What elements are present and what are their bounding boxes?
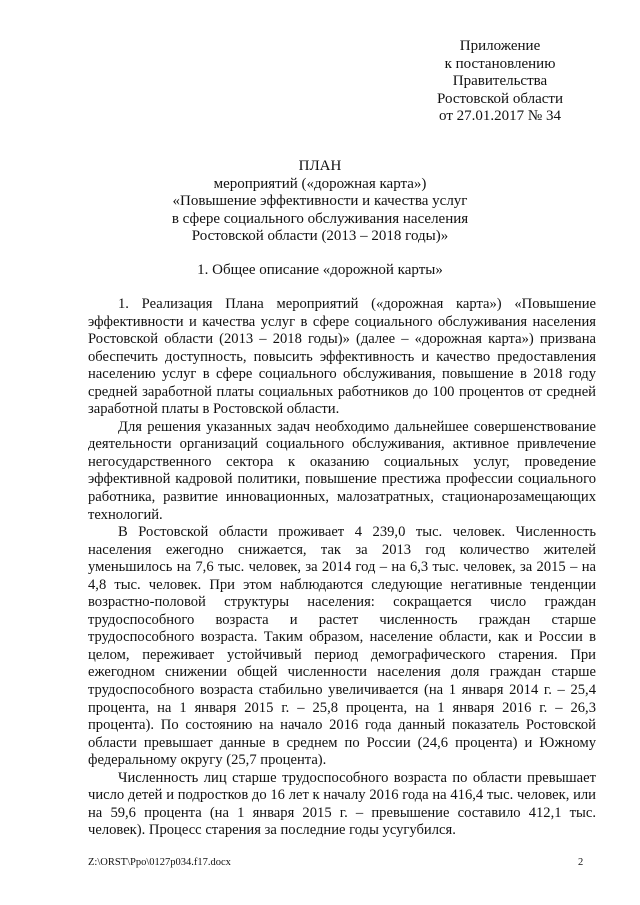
approval-line: Приложение — [459, 38, 541, 54]
paragraph: Численность лиц старше трудоспособного возраста по области превышает число детей и подростков до 16 лет к началу 2016 года на 416,4 тыс. человек, или на 59,6 процента (на 1 января 2015 г. – превышение составило 412,1 тыс. человек). Процесс старения за последние годы усугубился. — [88, 769, 596, 839]
approval-line: к постановлению — [444, 55, 556, 72]
approval-line: Ростовской области — [437, 90, 563, 107]
paragraph: 1. Реализация Плана мероприятий («дорожная карта») «Повышение эффективности и качества услуг в сфере социального обслуживания населения Ростовской области (2013 – 2018 годы)» (далее – «дорожная карта») призвана обеспечить доступность, повысить эффективность и качество предоставления населению услуг в сфере социального обслуживания, повышение в 2018 году средней заработной платы социальных работников до 100 процентов от средней заработной платы в Ростовской области. — [88, 296, 596, 418]
paragraph: В Ростовской области проживает 4 239,0 тыс. человек. Численность населения ежегодно снижается, так за 2013 год количество жителей уменьшилось на 7,6 тыс. человек, за 2014 год – на 6,3 тыс. человек, за 2015 – на 4,8 тыс. человек. При этом наблюдаются следующие негативные тенденции возрастно-половой структуры населения: сокращается число граждан трудоспособного возраста и растет численность граждан старше трудоспособного возраста. Таким образом, население области, как и России в целом, переживает устойчивый период демографического старения. При ежегодном снижении общей численности населения доля граждан старше трудоспособного возраста стабильно увеличивается (на 1 января 2014 г. – 25,4 процента, на 1 января 2015 г. – 25,8 процента, на 1 января 2016 г. – 26,3 процента). По состоянию на начало 2016 года данный показатель Ростовской области превышает данные в среднем по России (24,6 процента) и Южному федеральному округу (25,7 процента). — [88, 524, 596, 769]
title-line: мероприятий («дорожная карта») — [213, 175, 427, 192]
title-line: в сфере социального обслуживания населения — [171, 210, 469, 227]
body-text — [88, 296, 596, 840]
approval-block — [420, 38, 580, 126]
paragraph: Для решения указанных задач необходимо дальнейшее совершенствование деятельности организаций социального обслуживания, активное привлечение негосударственного сектора к оказанию социальных услуг, проведение эффективной кадровой политики, повышение престижа профессии социального работника, развитие инновационных, малозатратных, стационарозамещающих технологий. — [88, 418, 596, 523]
section-heading: 1. Общее описание «дорожной карты» — [197, 262, 443, 278]
title-line: Ростовской области (2013 – 2018 годы)» — [191, 228, 449, 244]
title-line: ПЛАН — [298, 158, 342, 174]
file-path: Z:\ORST\Ppo\0127p034.f17.docx — [88, 857, 231, 868]
title-line: «Повышение эффективности и качества услуг — [172, 193, 468, 209]
approval-line: от 27.01.2017 № 34 — [439, 108, 561, 124]
page-number: 2 — [578, 857, 584, 868]
document-title — [60, 158, 580, 246]
approval-line: Правительства — [452, 73, 548, 89]
